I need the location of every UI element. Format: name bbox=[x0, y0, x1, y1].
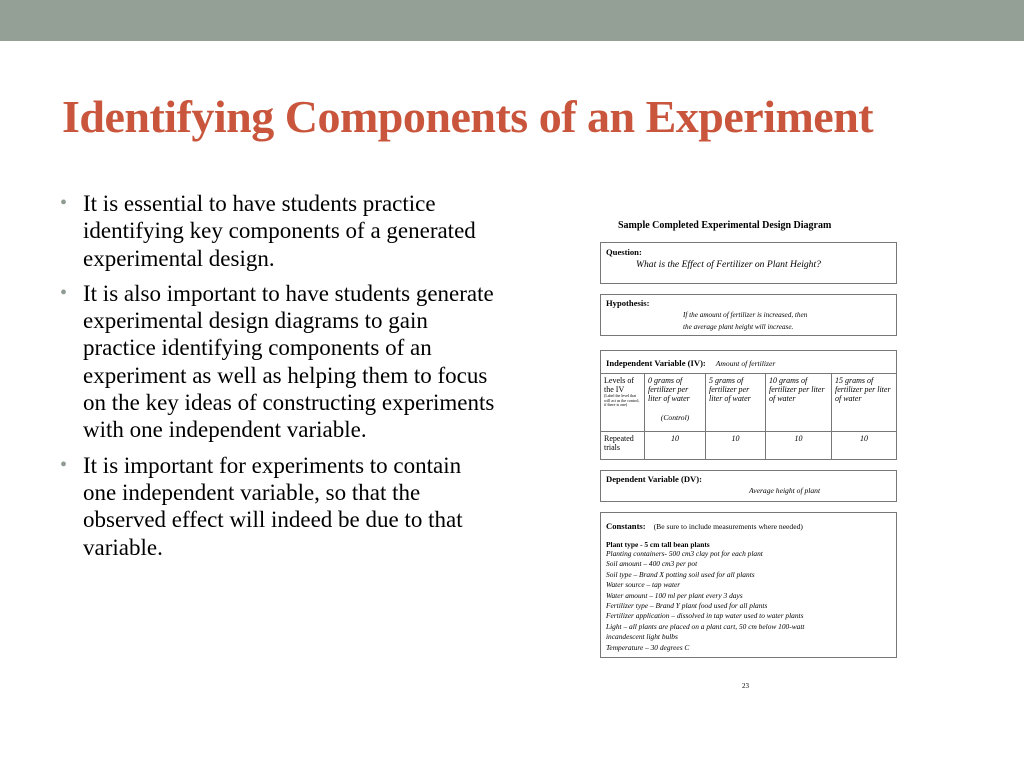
constant-item: Fertilizer type – Brand Y plant food used for all plants bbox=[606, 601, 768, 611]
level-cell bbox=[832, 374, 896, 432]
trials-header-cell: Repeated trials bbox=[601, 432, 645, 461]
hypothesis-label: Hypothesis: bbox=[606, 298, 650, 308]
trials-cell: 10 bbox=[645, 432, 706, 461]
dv-label: Dependent Variable (DV): bbox=[606, 474, 702, 484]
iv-value: Amount of fertilizer bbox=[715, 359, 776, 368]
bullet-text: It is important for experiments to contain one independent variable, so that the observed effect will indeed be due to that variable. bbox=[83, 452, 463, 560]
constants-label: Constants: bbox=[606, 521, 646, 531]
bullet-item bbox=[60, 452, 500, 561]
constant-item: Temperature – 30 degrees C bbox=[606, 642, 690, 652]
control-label: (Control) bbox=[660, 413, 690, 422]
constants-box bbox=[600, 512, 897, 658]
bullet-dot-icon: • bbox=[60, 281, 68, 304]
iv-levels-table bbox=[601, 374, 896, 460]
constants-note: (Be sure to include measurements where needed) bbox=[653, 522, 803, 531]
independent-variable-box bbox=[600, 350, 897, 460]
constant-item: Soil type – Brand X potting soil used for all plants bbox=[606, 569, 755, 579]
trials-cell: 10 bbox=[860, 433, 868, 443]
question-label: Question: bbox=[606, 247, 642, 257]
levels-label: Levels of the IV bbox=[604, 376, 634, 394]
level-cell bbox=[766, 374, 832, 432]
trials-cell: 10 bbox=[706, 432, 766, 461]
level-text: 10 grams of fertilizer per liter of water bbox=[769, 376, 825, 403]
page-number: 23 bbox=[742, 682, 749, 690]
bullet-list bbox=[60, 190, 500, 569]
constant-item: Plant type - 5 cm tall bean plants bbox=[606, 540, 710, 549]
constant-item: Fertilizer application – dissolved in tap water used to water plants bbox=[606, 611, 804, 621]
hypothesis-box bbox=[600, 294, 897, 336]
levels-header-cell bbox=[601, 374, 645, 432]
bullet-text: It is essential to have students practice identifying key components of a generated experimental design. bbox=[83, 191, 476, 271]
slide-title: Identifying Components of an Experiment bbox=[62, 91, 874, 142]
iv-label: Independent Variable (IV): bbox=[606, 358, 706, 368]
bullet-item bbox=[60, 190, 500, 272]
constant-item: Light – all plants are placed on a plant cart, 50 cm below 100-watt bbox=[606, 621, 805, 631]
dv-value: Average height of plant bbox=[749, 486, 821, 495]
bullet-dot-icon: • bbox=[60, 453, 68, 476]
constant-item: Planting containers- 500 cm3 clay pot for each plant bbox=[606, 549, 763, 558]
constant-item: Water amount – 100 ml per plant every 3 days bbox=[606, 590, 743, 600]
bullet-text: It is also important to have students generate experimental design diagrams to gain practice identifying components of an experiment as well as helping them to focus on the key ideas of constructing experiments with one independent variable. bbox=[83, 280, 495, 443]
constant-item: Soil amount – 400 cm3 per pot bbox=[606, 559, 698, 569]
level-cell bbox=[645, 374, 706, 432]
levels-note: (Label the level that will act as the control, if there is one) bbox=[604, 393, 640, 407]
level-cell bbox=[706, 374, 766, 432]
dependent-variable-box bbox=[600, 470, 897, 502]
question-box bbox=[600, 242, 897, 284]
question-text: What is the Effect of Fertilizer on Plant Height? bbox=[636, 259, 821, 270]
hypothesis-line: If the amount of fertilizer is increased, then bbox=[683, 311, 808, 319]
constant-item: incandescent light bulbs bbox=[606, 632, 678, 642]
header-band bbox=[0, 0, 1024, 41]
bullet-dot-icon: • bbox=[60, 192, 68, 214]
hypothesis-line: the average plant height will increase. bbox=[683, 323, 794, 331]
level-text: 0 grams of fertilizer per liter of water bbox=[648, 376, 690, 403]
level-text: 5 grams of fertilizer per liter of water bbox=[709, 376, 751, 403]
constant-item: Water source – tap water bbox=[606, 580, 681, 590]
bullet-item bbox=[60, 280, 500, 444]
level-text: 15 grams of fertilizer per liter of water bbox=[835, 376, 891, 403]
experimental-design-diagram bbox=[600, 220, 897, 690]
iv-header bbox=[601, 351, 896, 374]
diagram-title: Sample Completed Experimental Design Diagram bbox=[618, 220, 832, 231]
trials-cell: 10 bbox=[766, 432, 832, 461]
